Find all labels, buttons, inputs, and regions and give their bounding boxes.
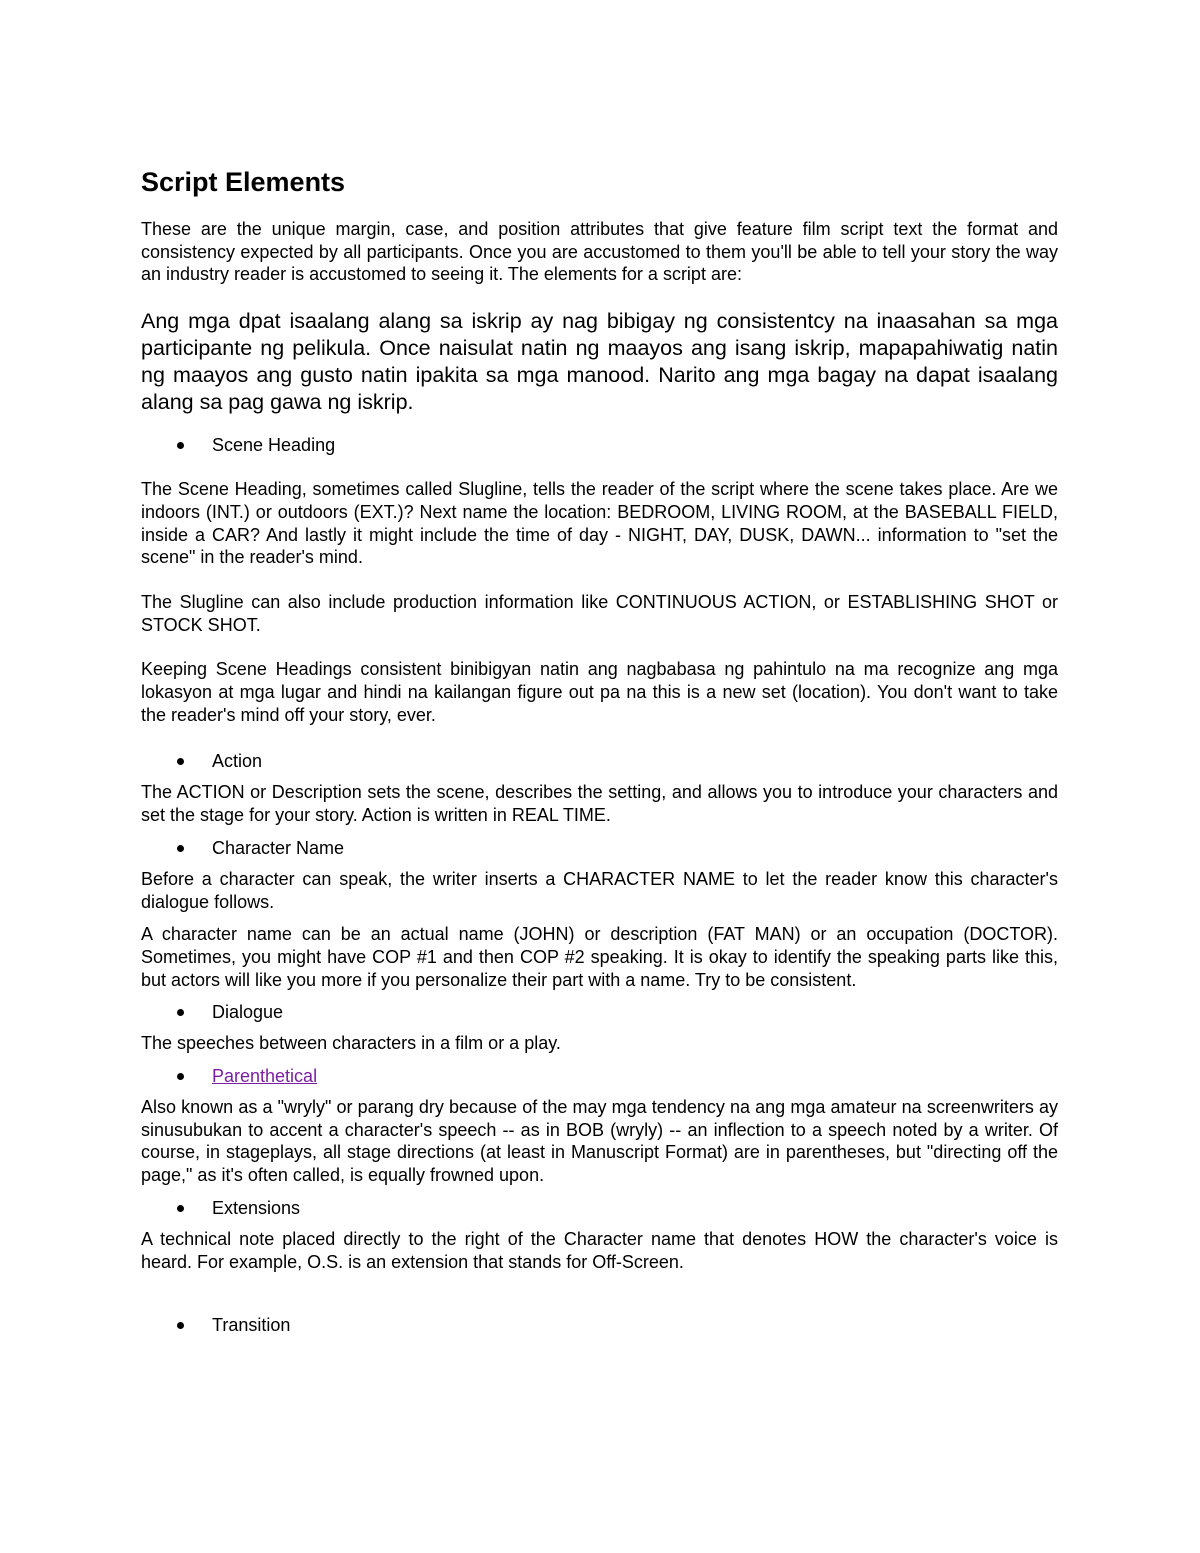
document-page bbox=[141, 162, 1058, 1337]
bullet-action bbox=[141, 749, 1058, 773]
intro-paragraph-english: These are the unique margin, case, and position attributes that give feature film script text the format and consistency expected by all participants. Once you are accustomed to them you'll be able to tell your story the way an industry reader is accustomed to seeing it. The elements for a script are: bbox=[141, 219, 1058, 285]
character-name-paragraph-1: Before a character can speak, the writer inserts a CHARACTER NAME to let the reader know this character's dialogue follows. bbox=[141, 868, 1058, 912]
bullet-dialogue bbox=[141, 1000, 1058, 1024]
parenthetical-paragraph: Also known as a "wryly" or parang dry because of the may mga tendency na ang mga amateur na screenwriters ay sinusubukan to accent a character's speech -- as in BOB (wryly) -- an inflection to a speech noted by a writer. Of course, in stageplays, all stage directions (at least in Manuscript Format) are in parentheses, but "directing off the page," as it's often called, is equally frowned upon. bbox=[141, 1097, 1058, 1186]
bullet-scene-heading bbox=[141, 433, 1058, 457]
character-name-paragraph-2: A character name can be an actual name (JOHN) or description (FAT MAN) or an occupation (DOCTOR). Sometimes, you might have COP #1 and then COP #2 speaking. It is okay to identify the speaking parts like this, but actors will like you more if you personalize their part with a name. Try to be consistent. bbox=[141, 924, 1058, 990]
bullet-character-name bbox=[141, 836, 1058, 860]
scene-heading-paragraph-2: The Slugline can also include production information like CONTINUOUS ACTION, or ESTABLISHING SHOT or STOCK SHOT. bbox=[141, 591, 1058, 635]
bullet-dot-icon bbox=[177, 442, 184, 449]
bullet-dot-icon bbox=[177, 845, 184, 852]
bullet-label: Scene Heading bbox=[212, 435, 336, 456]
bullet-dot-icon bbox=[177, 1009, 184, 1016]
intro-paragraph-tagalog: Ang mga dpat isaalang alang sa iskrip ay nag bibigay ng consistentcy na inaasahan sa mga participante ng pelikula. Once naisulat natin ng maayos ang isang iskrip, mapapahiwatig natin ng maayos ang gusto natin ipakita sa mga manood. Narito ang mga bagay na dapat isaalang alang sa pag gawa ng iskrip. bbox=[141, 309, 1058, 415]
document-title: Script Elements bbox=[141, 167, 346, 197]
bullet-label: Action bbox=[212, 751, 263, 772]
bullet-label: Character Name bbox=[212, 837, 345, 858]
bullet-label: Extensions bbox=[212, 1197, 301, 1218]
bullet-parenthetical bbox=[141, 1064, 1058, 1088]
bullet-label: Transition bbox=[212, 1315, 291, 1336]
action-paragraph: The ACTION or Description sets the scene, describes the setting, and allows you to introduce your characters and set the stage for your story. Action is written in REAL TIME. bbox=[141, 782, 1058, 826]
extensions-paragraph: A technical note placed directly to the right of the Character name that denotes HOW the character's voice is heard. For example, O.S. is an extension that stands for Off-Screen. bbox=[141, 1228, 1058, 1272]
dialogue-paragraph: The speeches between characters in a film or a play. bbox=[141, 1033, 561, 1054]
scene-heading-paragraph-1: The Scene Heading, sometimes called Slugline, tells the reader of the script where the scene takes place. Are we indoors (INT.) or outdoors (EXT.)? Next name the location: BEDROOM, LIVING ROOM, at the BASEBALL FIELD, inside a CAR? And lastly it might include the time of day - NIGHT, DAY, DUSK, DAWN... information to "set the scene" in the reader's mind. bbox=[141, 479, 1058, 568]
bullet-extensions bbox=[141, 1196, 1058, 1220]
parenthetical-link[interactable]: Parenthetical bbox=[212, 1066, 318, 1087]
bullet-dot-icon bbox=[177, 1322, 184, 1329]
bullet-dot-icon bbox=[177, 1205, 184, 1212]
scene-heading-paragraph-3: Keeping Scene Headings consistent binibigyan natin ang nagbabasa ng pahintulo na ma recognize ang mga lokasyon at mga lugar and hindi na kailangan figure out pa na this is a new set (location). You don't want to take the reader's mind off your story, ever. bbox=[141, 659, 1058, 725]
bullet-dot-icon bbox=[177, 1073, 184, 1080]
bullet-label: Dialogue bbox=[212, 1002, 284, 1023]
bullet-dot-icon bbox=[177, 758, 184, 765]
bullet-transition bbox=[141, 1313, 1058, 1337]
